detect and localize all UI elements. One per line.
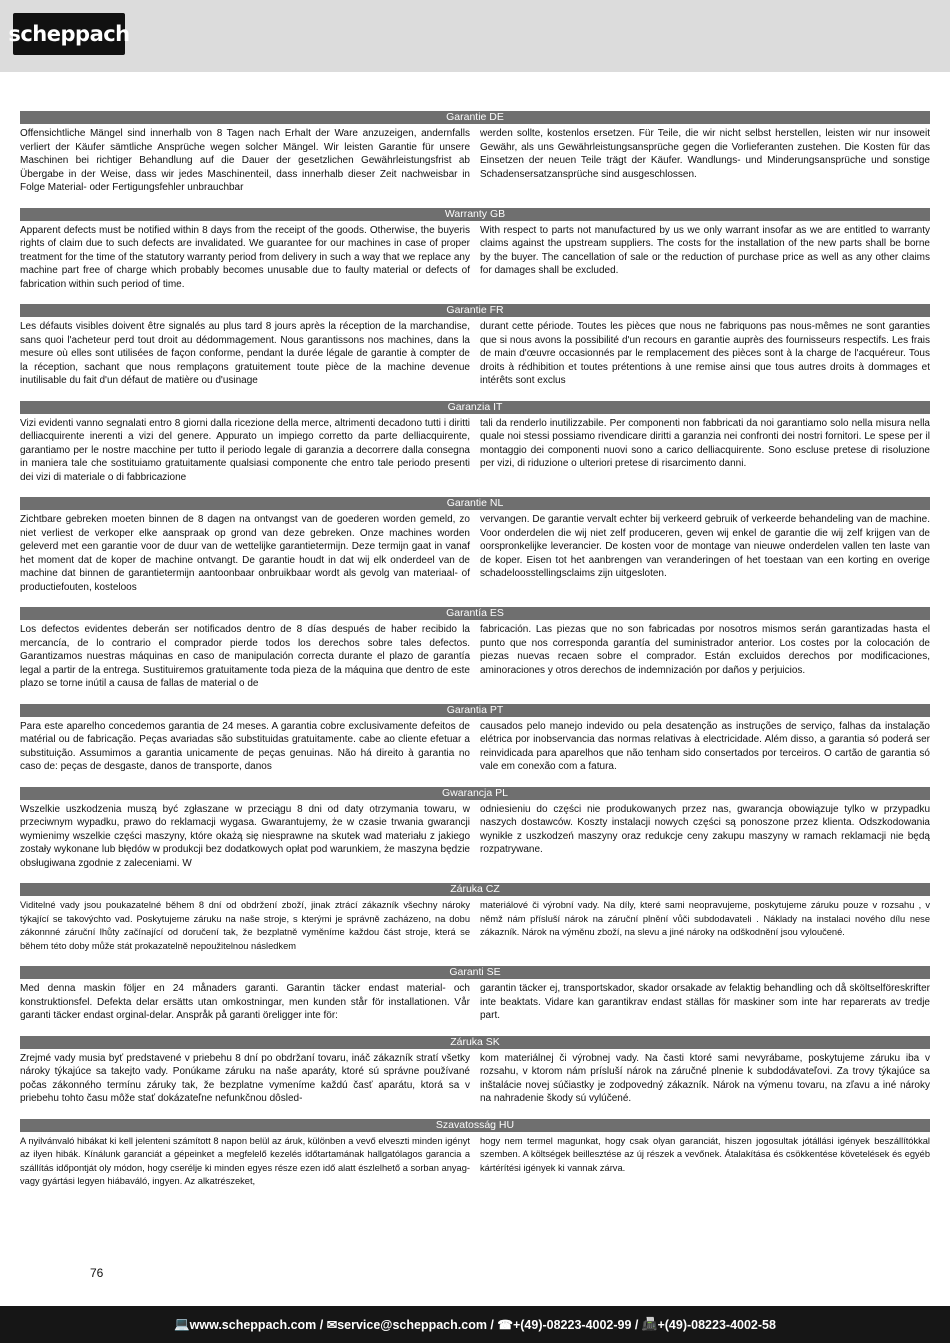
mail-icon: ✉: [326, 1318, 338, 1332]
footer-separator: /: [316, 1317, 327, 1332]
section-text-right: vervangen. De garantie vervalt echter bij verkeerd gebruik of verkeerde behandeling van de machine. Voor onderdelen die wij niet zelf produceren, geven wij enkel de garantie die wij zelf krijgen van de oorspronkelijke leverancier. De kosten voor de montage van nieuwe onderdelen vallen ten laste van de koper. Eisen tot het aanbrengen van veranderingen of het toestaan van een korting en overige schadeloosstellingsclaims zijn uitgesloten.: [480, 514, 930, 579]
footer-phone[interactable]: +(49)-08223-4002-99: [512, 1317, 632, 1332]
section-text-left: Apparent defects must be notified within 8 days from the receipt of the goods. Otherwise, the buyeris rights of claim due to such defects are invalidated. We guarantee for our machines in case of proper treatment for the time of the statutory warranty period from delivery in such a way that we replace any machine part free of charge which probably becomes unusable due to faulty material or defects of fabrication within such period of time.: [20, 224, 470, 290]
section-title: Szavatosság HU: [20, 1119, 930, 1132]
footer-bar: [0, 1306, 950, 1343]
section-text-right: materiálové či výrobní vady. Na díly, které sami neopravujeme, poskytujeme záruku pouze v rozsahu , v němž nám přísluší nárok na záruční plnění vůči subdodavateli . Náklady na instalaci nového dílu nese zákazník. Nárok na výměnu zboží, na slevu a jiné nároky na odškodnění jsou vyloučené.: [480, 900, 930, 937]
section-text-left: A nyilvánvaló hibákat ki kell jelenteni számított 8 napon belül az áruk, különben a vevő elveszti minden igényt az ilyen hibák. Kínálunk garanciát a gépeinket a megfelelő kezelés időtartamának hallgatólagos garancia a szállítás időpontját oly módon, hogy cserélje ki minden egyes része ezen idő alatt észlelhető a sorban anyag-vagy gyártási legyen hiábaváló, ingyen. Az alkatrészeket,: [20, 1135, 470, 1186]
section-title: Warranty GB: [20, 208, 930, 221]
footer-separator: /: [631, 1317, 642, 1332]
section-gb: [20, 208, 930, 292]
section-hu: [20, 1119, 930, 1189]
section-cz: [20, 883, 930, 953]
section-title: Garanti SE: [20, 966, 930, 979]
fax-icon: 📠: [641, 1317, 658, 1331]
footer-website-link[interactable]: www.scheppach.com: [189, 1317, 317, 1332]
section-title: Záruka SK: [20, 1036, 930, 1049]
footer-fax: +(49)-08223-4002-58: [657, 1317, 776, 1332]
section-title: Gwarancja PL: [20, 787, 930, 800]
section-text-left: Los defectos evidentes deberán ser notificados dentro de 8 días después de haber recibido la mercancía, de lo contrario el comprador pierde todos los derechos sobre tales defectos. Garantizamos nuestras máquinas en caso de manipulación correcta durante el plazo de garantía legal a partir de la entrega. Sustituiremos gratuitamente toda pieza de la máquina que dentro de este plazo se torne inútil a causa de fallas de material o de: [20, 624, 470, 689]
footer-email-link[interactable]: service@scheppach.com: [337, 1317, 487, 1332]
section-text-right: odniesieniu do części nie produkowanych przez nas, gwarancja obowiązuje tylko w przypadku naszych dostawców. Koszty instalacji nowych części są ponoszone przez klienta. Odszkodowania wynikłe z uszkodzeń maszyny oraz redukcje ceny zakupu maszyny w ramach reklamacji nie będą rozpatrywane.: [480, 803, 930, 855]
phone-icon: ☎: [497, 1318, 513, 1332]
section-text-left: Zichtbare gebreken moeten binnen de 8 dagen na ontvangst van de goederen worden gemeld, zo niet verliest de verkoper elke aanspraak op grond van deze gebreken. Onze machines worden geleverd met een garantie voor de duur van de wettelijke garantietermijn. Deze termijn gaat in vanaf het moment dat de koper de machine ontvangt. De garantie houdt in dat wij elk onderdeel van de machine dat binnen de garantietermijn aantoonbaar onbruikbaar wordt als gevolg van materiaal- of productiefouten, kosteloos: [20, 514, 470, 593]
section-text-left: Viditelné vady jsou poukazatelné během 8 dní od obdržení zboží, jinak ztrácí zákazník všechny nároky týkající se takovýchto vad. Poskytujeme záruku na naše stroje, s kterými je správně zacházeno, na dobu zákonnné záruční lhůty začínající od doručení tak, že bezplatně vyměníme každou část stroje, která se během této doby může stát prokazatelně nepoužitelnou následkem: [20, 900, 470, 951]
header-bar: [0, 0, 950, 72]
section-text-left: Wszelkie uszkodzenia muszą być zgłaszane w przeciągu 8 dni od daty otrzymania towaru, w przeciwnym wypadku, prawo do reklamacji wygasa. Gwarantujemy, że w czasie trwania gwarancji wymienimy wszelkie części maszyny, które okażą się niesprawne na skutek wad materiału z jakiego zostały wykonane lub błędów w produkcji bez dodatkowych opłat pod warunkiem, że maszyna będzie obsługiwana zgodnie z zaleceniami. W: [20, 803, 470, 869]
section-text-right: causados pelo manejo indevido ou pela desatenção as instruções de serviço, falhas da instalação elétrica por inobservancia das normas relativas à electricidade. Além disso, a garantia só poderá ser reinvidicada para aparelhos que não tenham sido consertados por terceiros. O cartão de garantia só vale em conexão com a fatura.: [480, 720, 930, 772]
section-text-right: tali da renderlo inutilizzabile. Per componenti non fabbricati da noi garantiamo solo nella misura nella quale noi stessi possiamo rivendicare diritti a garanzia nei confronti dei nostri fornitori. Le spese per il montaggio dei componenti nuovi sono a carico delliacquirente. Sono escluse pretese di risoluzione per vizi, di riduzione o ulteriori pretese di risarcimento danni.: [480, 417, 930, 469]
section-title: Garantie DE: [20, 111, 930, 124]
section-text-left: Vizi evidenti vanno segnalati entro 8 giorni dalla ricezione della merce, altrimenti decadono tutti i diritti delliacquirente inerenti a vizi del genere. Appurato un impiego corretto da parte delliacquirente, garantiamo per le nostre macchine per tutto il periodo legale di garanzia a decorrere dalla consegna in maniera tale che sostituiamo gratuitamente qualsiasi componente che entro tale periodo presenti dei vizi di materiale o di fabbricazione: [20, 417, 470, 483]
section-title: Garantia PT: [20, 704, 930, 717]
section-title: Záruka CZ: [20, 883, 930, 896]
section-es: [20, 607, 930, 691]
section-it: [20, 401, 930, 485]
section-text-left: Zrejmé vady musia byť predstavené v priebehu 8 dní po obdržaní tovaru, ináč zákazník stratí všetky nároky týkajúce sa takejto vady. Ponúkame záruku na naše aparáty, ktoré sú správne používané počas zákonného termínu záruky tak, že bezplatne vymeníme každú časť aparátu, ktorá sa v priebehu tohto času môže stať dokázateľne nefunkčnou dôsled-: [20, 1052, 470, 1104]
section-pl: [20, 787, 930, 871]
section-fr: [20, 304, 930, 388]
section-text-right: garantin täcker ej, transportskador, skador orsakade av felaktig behandling och då sköltselföreskrifter inte beaktats. Vidare kan garantikrav endast ställas för maskiner som inte har reparerats av tredje part.: [480, 983, 930, 1021]
section-pt: [20, 704, 930, 774]
page-number: 76: [90, 1266, 104, 1280]
section-text-right: durant cette période. Toutes les pièces que nous ne fabriquons pas nous-mêmes ne sont garanties que si nous avons la possibilité d'un recours en garantie auprès des fournisseurs respectifs. Les frais de main d'œuvre occasionnés par le remplacement des pièces sont à la charge de l'acquéreur. Tous droits à rédhibition et toutes prétentions à une remise ainsi que tous autres droits à dommages et intérêts sont exclus: [480, 321, 930, 386]
section-title: Garantie NL: [20, 497, 930, 510]
scheppach-logo: scheppach: [13, 13, 125, 55]
section-nl: [20, 497, 930, 594]
section-title: Garantie FR: [20, 304, 930, 317]
section-text-left: Offensichtliche Mängel sind innerhalb von 8 Tagen nach Erhalt der Ware anzuzeigen, andernfalls verliert der Käufer sämtliche Ansprüche wegen solcher Mängel. Wir leisten Garantie für unsere Maschinen bei richtiger Behandlung auf die Dauer der gesetzlichen Gewährleistungsfrist ab Übergabe in der Weise, dass wir jedes Maschinenteil, dass innerhalb dieser Zeit nachweisbar in Folge Material- oder Fertigungsfehler unbrauchbar: [20, 128, 470, 193]
section-text-right: kom materiálnej či výrobnej vady. Na časti ktoré sami nevyrábame, poskytujeme záruku iba v rozsahu, v ktorom nám prísluší nárok na záručné plnenie k subdodávateľovi. Za trovy týkajúce sa inštalácie novej súčiastky je zodpovedný zákazník. Nárok na výmenu tovaru, na zľavu a iné nároky na nahradenie škody sú vylúčené.: [480, 1052, 930, 1104]
section-sk: [20, 1036, 930, 1106]
section-text-right: fabricación. Las piezas que no son fabricadas por nosotros mismos serán garantizadas hasta el punto que nos corresponda garantía del suministrador anterior. Los costes por la colocación de piezas nuevas recaen sobre el comprador. Están excluidos derechos por modificaciones, aminoraciones y otros derechos de indemnización por daños y perjuicios.: [480, 624, 930, 676]
section-text-right: hogy nem termel magunkat, hogy csak olyan garanciát, hiszen jogosultak jótállási igények beszállítókkal szemben. A költségek beillesztése az új részek a vevőnek. Átalakítása és csökkentése követelések és egyéb kártérítési igények ki vannak zárva.: [480, 1135, 930, 1173]
section-text-right: werden sollte, kostenlos ersetzen. Für Teile, die wir nicht selbst herstellen, leisten wir nur insoweit Gewähr, als uns Gewährleistungsansprüche gegen die Vorlieferanten zustehen. Die Kosten für das Einsetzen der neuen Teile trägt der Käufer. Wandlungs- und Minderungsansprüche und sonstige Schadensersatzansprüche sind ausgeschlossen.: [480, 128, 930, 180]
section-text-right: With respect to parts not manufactured by us we only warrant insofar as we are entitled to warranty claims against the upstream suppliers. The costs for the installation of the new parts shall be borne by the buyer. The cancellation of sale or the reduction of purchase price as well as any other claims for damages shall be excluded.: [480, 224, 930, 276]
computer-icon: 💻: [174, 1317, 190, 1331]
warranty-content: [20, 111, 930, 1202]
section-text-left: Para este aparelho concedemos garantia de 24 meses. A garantia cobre exclusivamente defeitos de matérial ou de fabricação. Peças avariadas são substituidas gratuitamente. cabe ao cliente efetuar a substituição. Assumimos a garantia unicamente de peças genuinas. Não há direito à garantia no caso de: peças de desgaste, danos de transporte, danos: [20, 720, 470, 772]
section-title: Garanzia IT: [20, 401, 930, 414]
section-title: Garantía ES: [20, 607, 930, 620]
section-se: [20, 966, 930, 1023]
footer-separator: /: [486, 1317, 498, 1332]
section-text-left: Med denna maskin följer en 24 månaders garanti. Garantin täcker endast material- och konstruktionsfel. Defekta delar ersätts utan omkostningar, men kunden står för installationen. Vår garanti täcker endast orginal-delar. Anspråk på garanti öreligger inte för:: [20, 983, 470, 1021]
section-text-left: Les défauts visibles doivent être signalés au plus tard 8 jours après la réception de la marchandise, sans quoi l'acheteur perd tout droit au dédommagement. Nous garantissons nos machines, dans la mesure où elles sont utilisées de façon conforme, pendant la durée légale de garantie à compter de la réception, sachant que nous remplaçons gratuitement toute pièce de la machine devenue inutilisable du fait d'un défaut de matière ou d'usinage: [20, 321, 470, 386]
section-de: [20, 111, 930, 195]
